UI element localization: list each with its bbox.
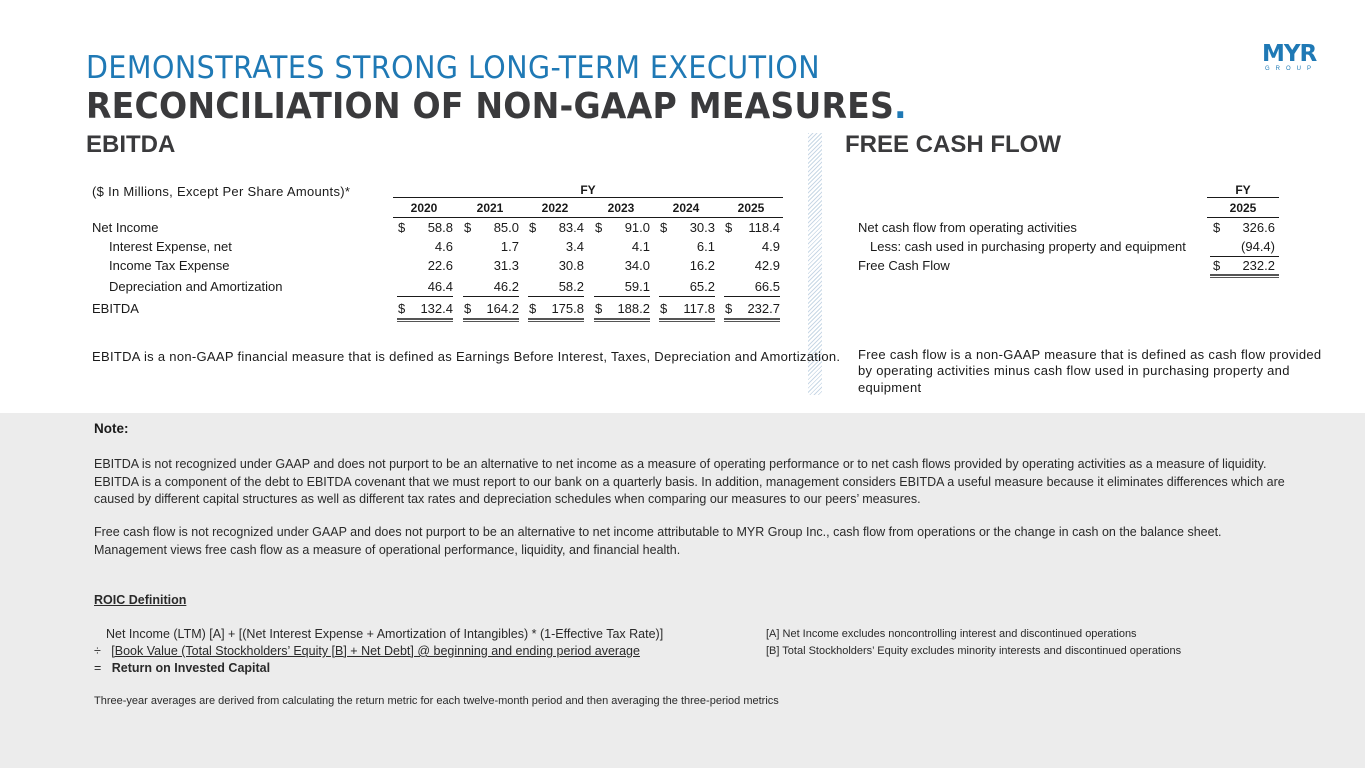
currency-sign: $ [529, 220, 537, 235]
year-header: 2023 [607, 201, 635, 215]
note-ebitda-line-1: EBITDA is not recognized under GAAP and does not purport to be an alternative to net income as a measure of operating performance or to net cash flows provided by operating activities as a measure of liquidity. [94, 457, 1267, 471]
years-underline [393, 217, 783, 218]
table-cell: 118.4 [748, 220, 780, 235]
roic-note-b: [B] Total Stockholders’ Equity excludes minority interests and discontinued operations [766, 645, 1182, 657]
subtotal-underline [397, 296, 453, 297]
table-cell: 132.4 [420, 301, 453, 316]
table-cell: 6.1 [696, 239, 715, 254]
fcf-row-label: Less: cash used in purchasing property and equipment [870, 239, 1186, 254]
table-cell: 46.2 [493, 279, 519, 294]
table-cell: 46.4 [427, 279, 453, 294]
subtotal-underline [463, 296, 519, 297]
fcf-fy-label: FY [1235, 183, 1251, 197]
note-fcf-paragraph [94, 524, 1344, 559]
fcf-total-double-underline [1210, 274, 1279, 278]
table-cell: 16.2 [689, 258, 715, 273]
currency-sign: $ [725, 301, 733, 316]
total-double-underline [594, 318, 650, 322]
currency-sign: $ [725, 220, 733, 235]
total-double-underline [397, 318, 453, 322]
divide-symbol: ÷ [94, 644, 101, 658]
table-cell: 4.6 [434, 239, 453, 254]
currency-sign: $ [1213, 258, 1221, 273]
fy-label: FY [580, 183, 596, 197]
table-cell: 1.7 [500, 239, 519, 254]
table-cell: 188.2 [617, 301, 650, 316]
year-header: 2022 [541, 201, 569, 215]
note-ebitda-paragraph [94, 456, 1344, 509]
year-header: 2020 [410, 201, 438, 215]
total-double-underline [659, 318, 715, 322]
currency-sign: $ [595, 301, 603, 316]
myr-group-logo [1262, 43, 1322, 73]
subtotal-underline [594, 296, 650, 297]
fcf-subtotal-underline [1210, 256, 1279, 257]
row-label: Income Tax Expense [109, 258, 230, 273]
fcf-value: 326.6 [1242, 220, 1275, 235]
fcf-footnote-line-3: equipment [858, 380, 922, 395]
currency-sign: $ [398, 220, 406, 235]
currency-sign: $ [660, 301, 668, 316]
note-ebitda-line-2: EBITDA is a component of the debt to EBITDA covenant that we must report to our bank on a quarterly basis. In addition, management considers EBITDA a useful measure because it eliminates differences which are [94, 474, 1285, 489]
row-label: Depreciation and Amortization [109, 279, 283, 294]
three-year-averages-note: Three-year averages are derived from calculating the return metric for each twelve-month period and then averaging the three-period metrics [94, 695, 779, 707]
page-subtitle-text: RECONCILIATION OF NON-GAAP MEASURES [86, 86, 895, 127]
roic-denominator: [Book Value (Total Stockholders’ Equity [B] + Net Debt] @ beginning and ending period average [111, 644, 640, 658]
table-cell: 30.8 [558, 258, 584, 273]
fcf-year: 2025 [1229, 201, 1257, 215]
logo-subtext: GROUP [1265, 66, 1318, 72]
ebitda-footnote: EBITDA is a non-GAAP financial measure that is defined as Earnings Before Interest, Taxes, Depreciation and Amortization. [92, 349, 841, 364]
note-ebitda-line-3: caused by different capital structures as well as different tax rates and depreciation schedules when comparing our measures to our peers’ measures. [94, 492, 921, 506]
table-cell: 59.1 [624, 279, 650, 294]
equals-symbol: = [94, 661, 102, 675]
table-cell: 30.3 [689, 220, 715, 235]
ebitda-heading: EBITDA [86, 131, 176, 158]
table-cell: 3.4 [565, 239, 584, 254]
total-double-underline [528, 318, 584, 322]
note-fcf-line-1: Free cash flow is not recognized under GAAP and does not purport to be an alternative to net income attributable to MYR Group Inc., cash flow from operations or the change in cash on the balance sheet. [94, 525, 1222, 539]
logo-wordmark: MYR [1262, 41, 1317, 67]
year-header: 2021 [476, 201, 504, 215]
roic-denominator-row [94, 644, 640, 658]
roic-result: Return on Invested Capital [111, 661, 271, 675]
fcf-footnote-line-1: Free cash flow is a non-GAAP measure that is defined as cash flow provided [858, 347, 1322, 362]
year-header: 2025 [737, 201, 765, 215]
table-cell: 83.4 [558, 220, 584, 235]
row-label: Interest Expense, net [109, 239, 232, 254]
note-title: Note: [94, 421, 129, 436]
table-cell: 91.0 [624, 220, 650, 235]
year-header: 2024 [672, 201, 700, 215]
currency-sign: $ [595, 220, 603, 235]
page-title: DEMONSTRATES STRONG LONG-TERM EXECUTION [86, 50, 821, 86]
row-label: Net Income [92, 220, 159, 235]
total-double-underline [724, 318, 780, 322]
fcf-heading: FREE CASH FLOW [845, 131, 1061, 158]
table-cell: 66.5 [754, 279, 780, 294]
units-label: ($ In Millions, Except Per Share Amounts)* [92, 184, 351, 199]
currency-sign: $ [464, 301, 472, 316]
roic-result-row [94, 661, 270, 675]
title-dot: . [894, 86, 907, 127]
table-cell: 175.8 [551, 301, 584, 316]
table-cell: 58.8 [427, 220, 453, 235]
table-cell: 85.0 [493, 220, 519, 235]
fcf-year-underline [1207, 217, 1279, 218]
table-cell: 58.2 [558, 279, 584, 294]
table-cell: 34.0 [624, 258, 650, 273]
currency-sign: $ [464, 220, 472, 235]
fcf-value: 232.2 [1242, 258, 1275, 273]
fcf-fy-underline [1207, 197, 1279, 198]
fcf-footnote-line-2: by operating activities minus cash flow used in purchasing property and [858, 363, 1290, 378]
table-cell: 4.1 [631, 239, 650, 254]
table-cell: 65.2 [689, 279, 715, 294]
currency-sign: $ [398, 301, 406, 316]
note-fcf-line-2: Management views free cash flow as a measure of operational performance, liquidity, and financial health. [94, 542, 681, 557]
subtotal-underline [659, 296, 715, 297]
table-cell: 117.8 [683, 301, 715, 316]
page-subtitle [86, 86, 907, 127]
currency-sign: $ [529, 301, 537, 316]
row-label: EBITDA [92, 301, 139, 316]
fcf-row-label: Net cash flow from operating activities [858, 220, 1077, 235]
currency-sign: $ [660, 220, 668, 235]
table-cell: 232.7 [747, 301, 780, 316]
currency-sign: $ [1213, 220, 1221, 235]
subtotal-underline [724, 296, 780, 297]
roic-numerator: Net Income (LTM) [A] + [(Net Interest Expense + Amortization of Intangibles) * (1-Effective Tax Rate)] [106, 627, 664, 641]
table-cell: 42.9 [754, 258, 780, 273]
roic-heading: ROIC Definition [94, 593, 187, 607]
table-cell: 4.9 [761, 239, 780, 254]
roic-note-a: [A] Net Income excludes noncontrolling interest and discontinued operations [766, 628, 1137, 640]
table-cell: 22.6 [427, 258, 453, 273]
table-cell: 164.2 [486, 301, 519, 316]
table-cell: 31.3 [493, 258, 519, 273]
fcf-value: (94.4) [1241, 239, 1275, 254]
fcf-row-label: Free Cash Flow [858, 258, 950, 273]
fy-underline [393, 197, 783, 198]
total-double-underline [463, 318, 519, 322]
subtotal-underline [528, 296, 584, 297]
